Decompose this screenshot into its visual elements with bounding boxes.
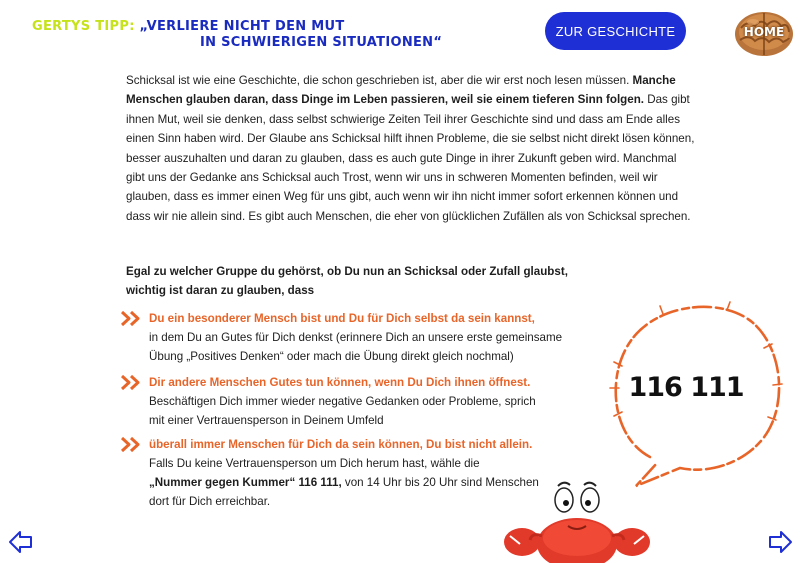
title-line-1: „VERLIERE NICHT DEN MUT bbox=[139, 19, 345, 34]
to-story-button[interactable]: ZUR GESCHICHTE bbox=[545, 12, 686, 50]
page-title bbox=[32, 19, 345, 34]
double-chevron-right-icon bbox=[120, 436, 146, 453]
tip-text: Falls Du keine Vertrauensperson um Dich herum hast, wähle die bbox=[149, 457, 480, 470]
lead-line-2: wichtig ist daran zu glauben, dass bbox=[126, 284, 315, 298]
intro-text-2: Das gibt ihnen Mut, weil sie denken, dass selbst schwierige Zeiten Teil ihrer Geschichte sind und dass am Ende alles einen Sinn haben wird. Der Glaube ans Schicksal hilft ihnen Probleme, die sie selbst nicht direkt lösen können, besser auszuhalten und daran zu glauben, dass es auch gute Dinge in ihrer Zukunft geben wird. Manchmal gibt uns der Gedanke ans Schicksal auch Trost, wenn wir uns in schweren Momenten befinden, weil wir glauben, dass es immer einen Weg für uns gibt, auch wenn wir ihn nicht immer sofort erkennen können und dass wir nie allein sind. Es gibt auch Menschen, die eher von glücklichen Zufällen als von Schicksal sprechen. bbox=[126, 93, 695, 223]
tip-text: Übung „Positives Denken“ oder mach die Übung direkt gleich nochmal) bbox=[149, 350, 514, 363]
hotline-name: „Nummer gegen Kummer“ 116 111, bbox=[149, 476, 342, 489]
intro-bold: Manche Menschen glauben daran, dass Dinge im Leben passieren, weil sie einem tieferen Sinn folgen. bbox=[126, 74, 676, 107]
intro-text-1: Schicksal ist wie eine Geschichte, die schon geschrieben ist, aber die wir erst noch lesen müssen. bbox=[126, 74, 630, 87]
title-line-2: IN SCHWIERIGEN SITUATIONEN“ bbox=[200, 35, 443, 50]
hotline-number: 116 111 bbox=[628, 372, 744, 403]
title-prefix: GERTYS TIPP: bbox=[32, 19, 135, 34]
tip-text: dort für Dich erreichbar. bbox=[149, 495, 271, 508]
tip-heading: Dir andere Menschen Gutes tun können, wenn Du Dich ihnen öffnest. bbox=[149, 376, 531, 389]
double-chevron-right-icon bbox=[120, 310, 146, 327]
home-button[interactable] bbox=[733, 8, 795, 58]
tip-heading: überall immer Menschen für Dich da sein können, Du bist nicht allein. bbox=[149, 438, 533, 451]
tip-text: Beschäftigen Dich immer wieder negative Gedanken oder Probleme, sprich bbox=[149, 395, 536, 408]
crab-mascot bbox=[502, 474, 652, 563]
previous-page-button[interactable] bbox=[8, 529, 34, 555]
lead-text bbox=[126, 262, 606, 301]
tip-text bbox=[149, 476, 539, 489]
intro-paragraph bbox=[126, 71, 698, 226]
home-label: HOME bbox=[743, 25, 785, 39]
tip-heading: Du ein besonderer Mensch bist und Du für Dich selbst da sein kannst, bbox=[149, 312, 535, 325]
next-page-button[interactable] bbox=[767, 529, 793, 555]
tip-text: mit einer Vertrauensperson in Deinem Umfeld bbox=[149, 414, 384, 427]
tip-text-rest: von 14 Uhr bis 20 Uhr sind Menschen bbox=[341, 476, 539, 489]
tip-text: in dem Du an Gutes für Dich denkst (erinnere Dich an unsere erste gemeinsame bbox=[149, 331, 563, 344]
lead-line-1: Egal zu welcher Gruppe du gehörst, ob Du nun an Schicksal oder Zufall glaubst, bbox=[126, 265, 568, 278]
double-chevron-right-icon bbox=[120, 374, 146, 391]
